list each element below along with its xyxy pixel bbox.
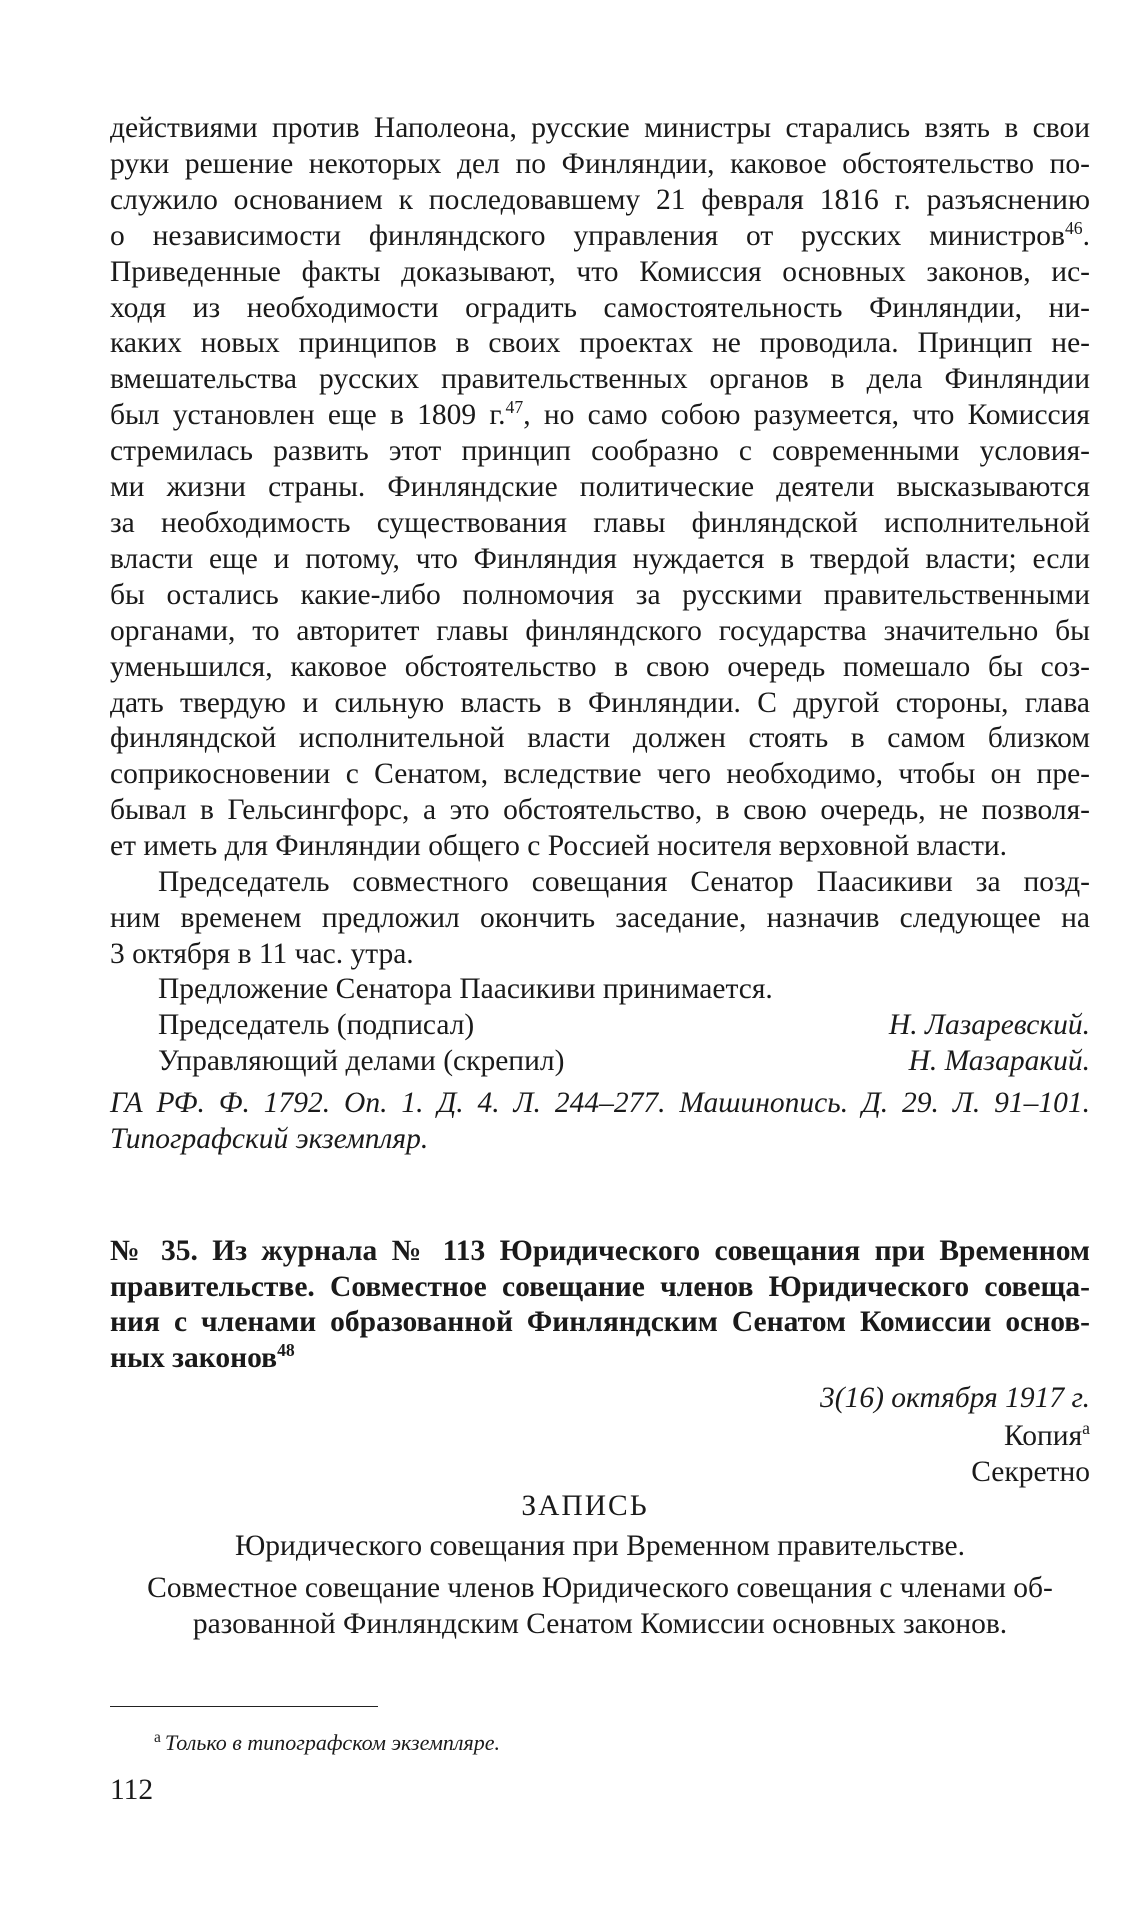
- note-ref-46: 46: [1064, 217, 1083, 238]
- text-line: Приведенные факты доказывают, что Комиссия основных законов, ис-: [110, 255, 1090, 288]
- text-line: бывал в Гельсингфорс, а это обстоятельство, в свою очередь, не позволя-: [110, 794, 1090, 827]
- record-description: Совместное совещание членов Юридического совещания с членами об-: [147, 1572, 1053, 1604]
- text-line: вмешательства русских правительственных органов в дела Финляндии: [110, 363, 1090, 396]
- text-line-tail: .: [1082, 219, 1090, 252]
- archive-line: Типографский экземпляр.: [110, 1123, 429, 1155]
- text-line-tail: , но само собою разумеется, что Комиссия: [523, 399, 1090, 432]
- heading-line: ния с членами образованной Финляндским Сенатом Комиссии основ-: [110, 1306, 1090, 1338]
- text-line: служило основанием к последовавшему 21 февраля 1816 г. разъяснению: [110, 183, 1090, 216]
- heading-line: № 35. Из журнала № 113 Юридического совещания при Временном: [110, 1235, 1090, 1267]
- archive-reference: [110, 1085, 1090, 1157]
- footnote-ref-a: а: [1082, 1418, 1090, 1439]
- archive-line: ГА РФ. Ф. 1792. Оп. 1. Д. 4. Л. 244–277. Машинопись. Д. 29. Л. 91–101.: [110, 1087, 1090, 1119]
- secret-label: Секретно: [971, 1456, 1090, 1488]
- footnote: [154, 1730, 1134, 1756]
- signature-name: Н. Лазаревский.: [888, 1008, 1090, 1041]
- footnote-marker: а: [154, 1728, 161, 1746]
- text-line: каких новых принципов в своих проектах не проводила. Принцип не-: [110, 327, 1090, 360]
- text-line: финляндской исполнительной власти должен стоять в самом близком: [110, 722, 1090, 755]
- copy-label-line: [110, 1418, 1090, 1454]
- text-line: ми жизни страны. Финляндские политические деятели высказываются: [110, 471, 1090, 504]
- document-date: 3(16) октября 1917 г.: [820, 1382, 1090, 1414]
- text-line: органами, то авторитет главы финляндского государства значительно бы: [110, 614, 1090, 647]
- text-line: ет иметь для Финляндии общего с Россией носителя верховной власти.: [110, 830, 1008, 863]
- signature-role: Управляющий делами (скрепил): [158, 1044, 565, 1077]
- copy-label: Копия: [1004, 1420, 1083, 1452]
- heading-line: [110, 1341, 1090, 1377]
- document-meta: [110, 1380, 1090, 1490]
- page-number: 112: [110, 1774, 154, 1806]
- text-line: действиями против Наполеона, русские министры старались взять в свои: [110, 112, 1090, 144]
- text-line: 3 октября в 11 час. утра.: [110, 937, 414, 970]
- text-line: [110, 219, 1090, 255]
- footnote-divider: [110, 1706, 378, 1707]
- text-line: стремилась развить этот принцип сообразно с современными условия-: [110, 435, 1090, 468]
- note-ref-48: 48: [277, 1339, 295, 1360]
- signature-row: [110, 1044, 1090, 1080]
- heading-line: правительстве. Совместное совещание членов Юридического совеща-: [110, 1270, 1090, 1303]
- text-line: власти еще и потому, что Финляндия нуждается в твердой власти; если: [110, 542, 1090, 575]
- decision-block: [110, 972, 1090, 1080]
- note-ref-47: 47: [505, 397, 524, 418]
- text-line-body: о независимости финляндского управления от русских министров: [110, 219, 1065, 252]
- text-line: за необходимость существования главы финляндской исполнительной: [110, 506, 1090, 539]
- footnote-text: Только в типографском экземпляре.: [164, 1730, 500, 1755]
- text-line: [110, 398, 1090, 434]
- record-description: разованной Финляндским Сенатом Комиссии основных законов.: [192, 1608, 1008, 1640]
- text-line: ним временем предложил окончить заседание, назначив следующее на: [110, 901, 1090, 934]
- signature-name: Н. Мазаракий.: [908, 1044, 1090, 1077]
- record-subtitle: Юридического совещания при Временном правительстве.: [234, 1530, 965, 1562]
- record-title: ЗАПИСЬ: [521, 1490, 649, 1522]
- text-line: соприкосновении с Сенатом, вследствие чего необходимо, чтобы он пре-: [110, 758, 1090, 791]
- decision-line: [110, 972, 1090, 1008]
- signature-row: [110, 1008, 1090, 1044]
- text-line: бы остались какие-либо полномочия за русскими правительственными: [110, 578, 1090, 611]
- signature-role: Председатель (подписал): [158, 1008, 475, 1041]
- record-block: [110, 1488, 1090, 1642]
- text-line: ходя из необходимости оградить самостоятельность Финляндии, ни-: [110, 291, 1090, 324]
- main-paragraph: [110, 111, 1090, 865]
- text-line-body: был установлен еще в 1809 г.: [110, 399, 506, 432]
- text-line: Председатель совместного совещания Сенатор Паасикиви за позд-: [158, 866, 1090, 898]
- heading-line-body: ных законов: [110, 1341, 278, 1374]
- text-line: руки решение некоторых дел по Финляндии, каковое обстоятельство по-: [110, 147, 1090, 180]
- closing-paragraph: [110, 865, 1090, 973]
- document-heading: [110, 1234, 1090, 1376]
- decision-text: Предложение Сенатора Паасикиви принимается.: [158, 973, 773, 1005]
- text-line: дать твердую и сильную власть в Финляндии. С другой стороны, глава: [110, 686, 1090, 719]
- text-line: уменьшился, каковое обстоятельство в свою очередь помешало бы соз-: [110, 650, 1090, 683]
